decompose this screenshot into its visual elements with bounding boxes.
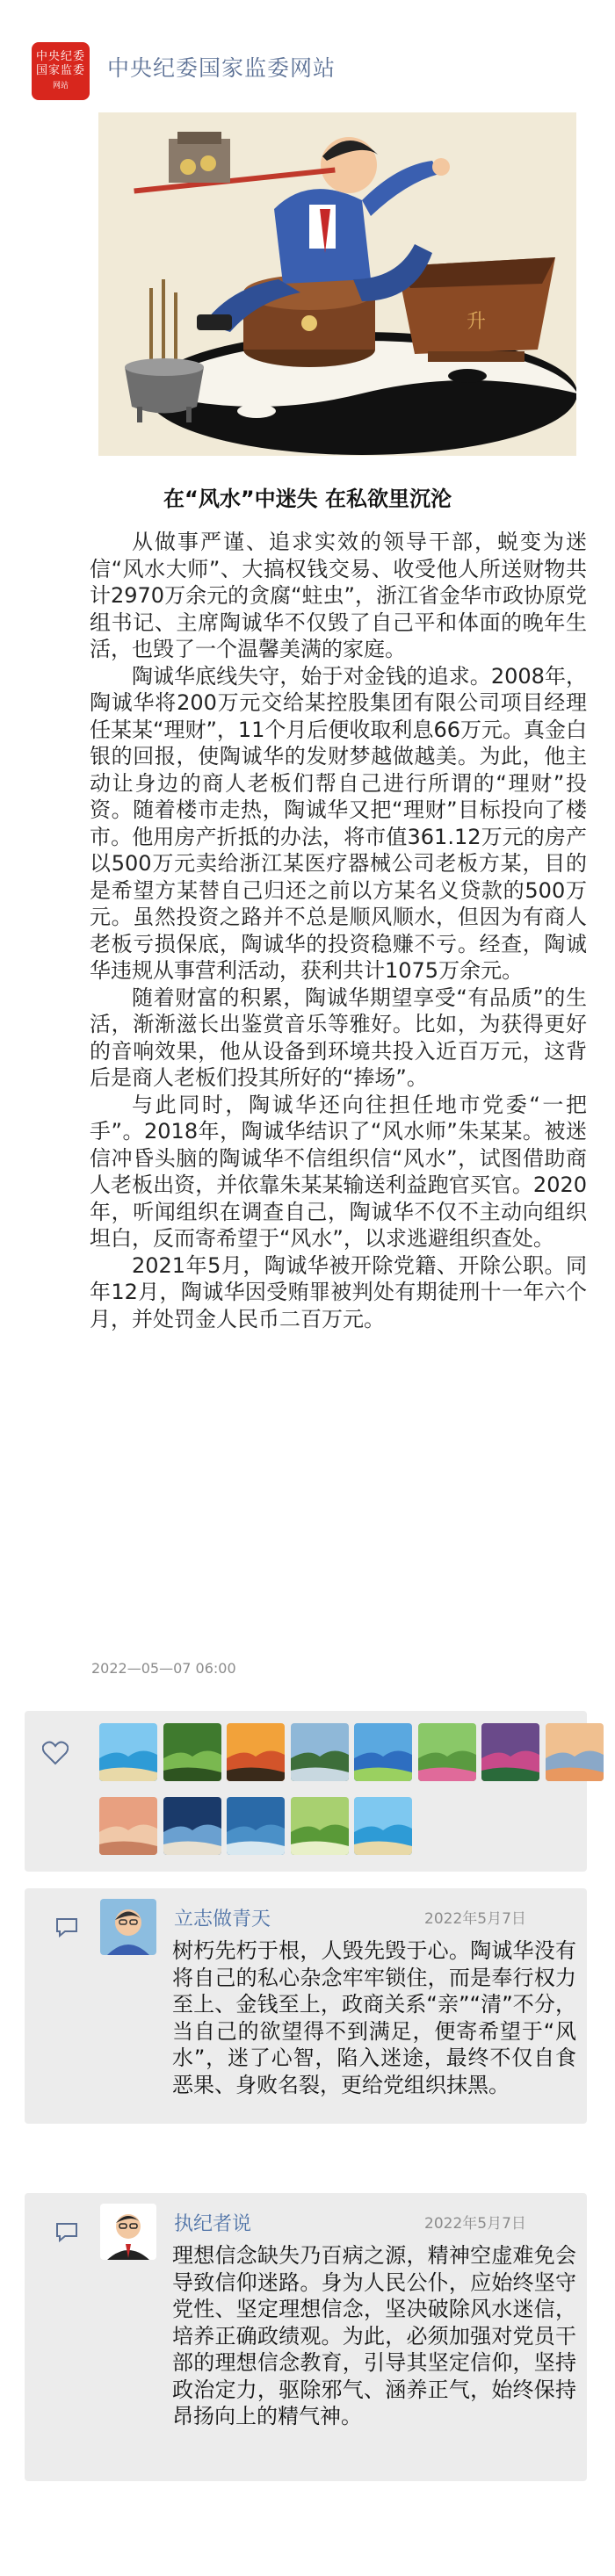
avatar[interactable] xyxy=(100,1899,156,1955)
comment-card xyxy=(25,2193,587,2481)
liker-avatar[interactable] xyxy=(227,1797,285,1855)
liker-avatar[interactable] xyxy=(291,1723,349,1781)
likes-panel xyxy=(25,1711,587,1872)
site-title[interactable]: 中央纪委国家监委网站 xyxy=(107,55,336,81)
heart-icon[interactable] xyxy=(42,1741,69,1765)
liker-avatar[interactable] xyxy=(354,1797,412,1855)
comment-text: 树朽先朽于根，人毁先毁于心。陶诚华没有将自己的私心杂念牢牢锁住，而是奉行权力至上、金钱至上，政商关系“亲”“清”不分，当自己的欲望得不到满足，便寄希望于“风水”，迷了心智，陷入迷途，最终不仅自食恶果、身败名裂，更给党组织抹黑。 xyxy=(172,1938,576,2097)
comment-date: 2022年5月7日 xyxy=(424,2215,526,2233)
liker-avatar[interactable] xyxy=(481,1723,539,1781)
logo-line1: 中央纪委 xyxy=(35,50,85,63)
article-paragraph: 2021年5月，陶诚华被开除党籍、开除公职。同年12月，陶诚华因受贿罪被判处有期徒刑十一年六个月，并处罚金人民币二百万元。 xyxy=(90,1252,587,1331)
scenery-thumbnail xyxy=(163,1723,221,1781)
logo-line3: 网站 xyxy=(52,82,69,90)
comment-date: 2022年5月7日 xyxy=(424,1910,526,1928)
measure-box-label: 升 xyxy=(466,311,487,333)
scenery-thumbnail xyxy=(418,1723,476,1781)
comment-icon[interactable] xyxy=(54,2221,79,2242)
liker-avatar[interactable] xyxy=(546,1723,604,1781)
article-paragraph: 陶诚华底线失守，始于对金钱的追求。2008年，陶诚华将200万元交给某控股集团有限公司项目经理任某某“理财”，11个月后便收取利息66万元。真金白银的回报，使陶诚华的发财梦越做越美。为此，他主动让身边的商人老板们帮自己进行所谓的“理财”投资。随着楼市走热，陶诚华又把“理财”目标投向了楼市。他用房产折抵的办法，将市值361.12万元的房产以500万元卖给浙江某医疗器械公司老板方某，目的是希望方某替自己归还之前以方某名义贷款的500万元。虽然投资之路并不总是顺风顺水，但因为有商人老板亏损保底，陶诚华的投资稳赚不亏。经查，陶诚华违规从事营利活动，获利共计1075万余元。 xyxy=(90,663,587,983)
scenery-thumbnail xyxy=(99,1797,157,1855)
site-logo[interactable] xyxy=(32,42,90,100)
hero-illustration xyxy=(98,112,576,456)
avatar[interactable] xyxy=(100,2204,156,2260)
scenery-thumbnail xyxy=(546,1723,604,1781)
article-paragraph: 与此同时，陶诚华还向往担任地市党委“一把手”。2018年，陶诚华结识了“风水师”朱某某。被迷信冲昏头脑的陶诚华不信组织信“风水”，试图借助商人老板出资，并依靠朱某某输送利益跑官买官。2020年，听闻组织在调查自己，陶诚华不仅不主动向组织坦白，反而寄希望于“风水”，以求逃避组织查处。 xyxy=(90,1092,587,1251)
site-header xyxy=(0,0,615,101)
article-paragraph: 从做事严谨、追求实效的领导干部，蜕变为迷信“风水大师”、大搞权钱交易、收受他人所送财物共计2970万余元的贪腐“蛀虫”，浙江省金华市政协原党组书记、主席陶诚华不仅毁了自己平和体面的晚年生活，也毁了一个温馨美满的家庭。 xyxy=(90,530,587,661)
article-title: 在“风水”中迷失 在私欲里沉沦 xyxy=(163,487,452,511)
liker-avatar[interactable] xyxy=(418,1723,476,1781)
comment-card xyxy=(25,1888,587,2124)
scenery-thumbnail xyxy=(163,1797,221,1855)
scenery-thumbnail xyxy=(481,1723,539,1781)
article-body xyxy=(90,529,587,1332)
feng-shui-cartoon xyxy=(98,112,576,456)
scenery-thumbnail xyxy=(227,1797,285,1855)
scenery-thumbnail xyxy=(99,1723,157,1781)
article-paragraph: 随着财富的积累，陶诚华期望享受“有品质”的生活，渐渐滋长出鉴赏音乐等雅好。比如，为获得更好的音响效果，他从设备到环境共投入近百万元，这背后是商人老板们投其所好的“捧场”。 xyxy=(90,985,587,1090)
liker-avatar[interactable] xyxy=(227,1723,285,1781)
scenery-thumbnail xyxy=(354,1723,412,1781)
scenery-thumbnail xyxy=(227,1723,285,1781)
liker-avatar[interactable] xyxy=(163,1723,221,1781)
avatar-image xyxy=(100,2204,156,2260)
logo-line2: 国家监委 xyxy=(35,64,85,77)
scenery-thumbnail xyxy=(291,1797,349,1855)
liker-avatar[interactable] xyxy=(99,1723,157,1781)
liker-avatar[interactable] xyxy=(99,1797,157,1855)
comment-username[interactable]: 执纪者说 xyxy=(174,2213,252,2235)
liker-avatar[interactable] xyxy=(291,1797,349,1855)
comment-text: 理想信念缺失乃百病之源，精神空虚难免会导致信仰迷路。身为人民公仆，应始终坚守党性、坚定理想信念，坚决破除风水迷信，培养正确政绩观。为此，必须加强对党员干部的理想信念教育，引导其坚定信仰，坚持政治定力，驱除邪气、涵养正气，始终保持昂扬向上的精气神。 xyxy=(172,2243,576,2428)
comment-icon[interactable] xyxy=(54,1916,79,1937)
avatar-image xyxy=(100,1899,156,1955)
liker-avatar[interactable] xyxy=(354,1723,412,1781)
liker-avatar[interactable] xyxy=(163,1797,221,1855)
scenery-thumbnail xyxy=(354,1797,412,1855)
scenery-thumbnail xyxy=(291,1723,349,1781)
comment-username[interactable]: 立志做青天 xyxy=(174,1909,271,1930)
publish-date: 2022—05—07 06:00 xyxy=(91,1660,236,1677)
